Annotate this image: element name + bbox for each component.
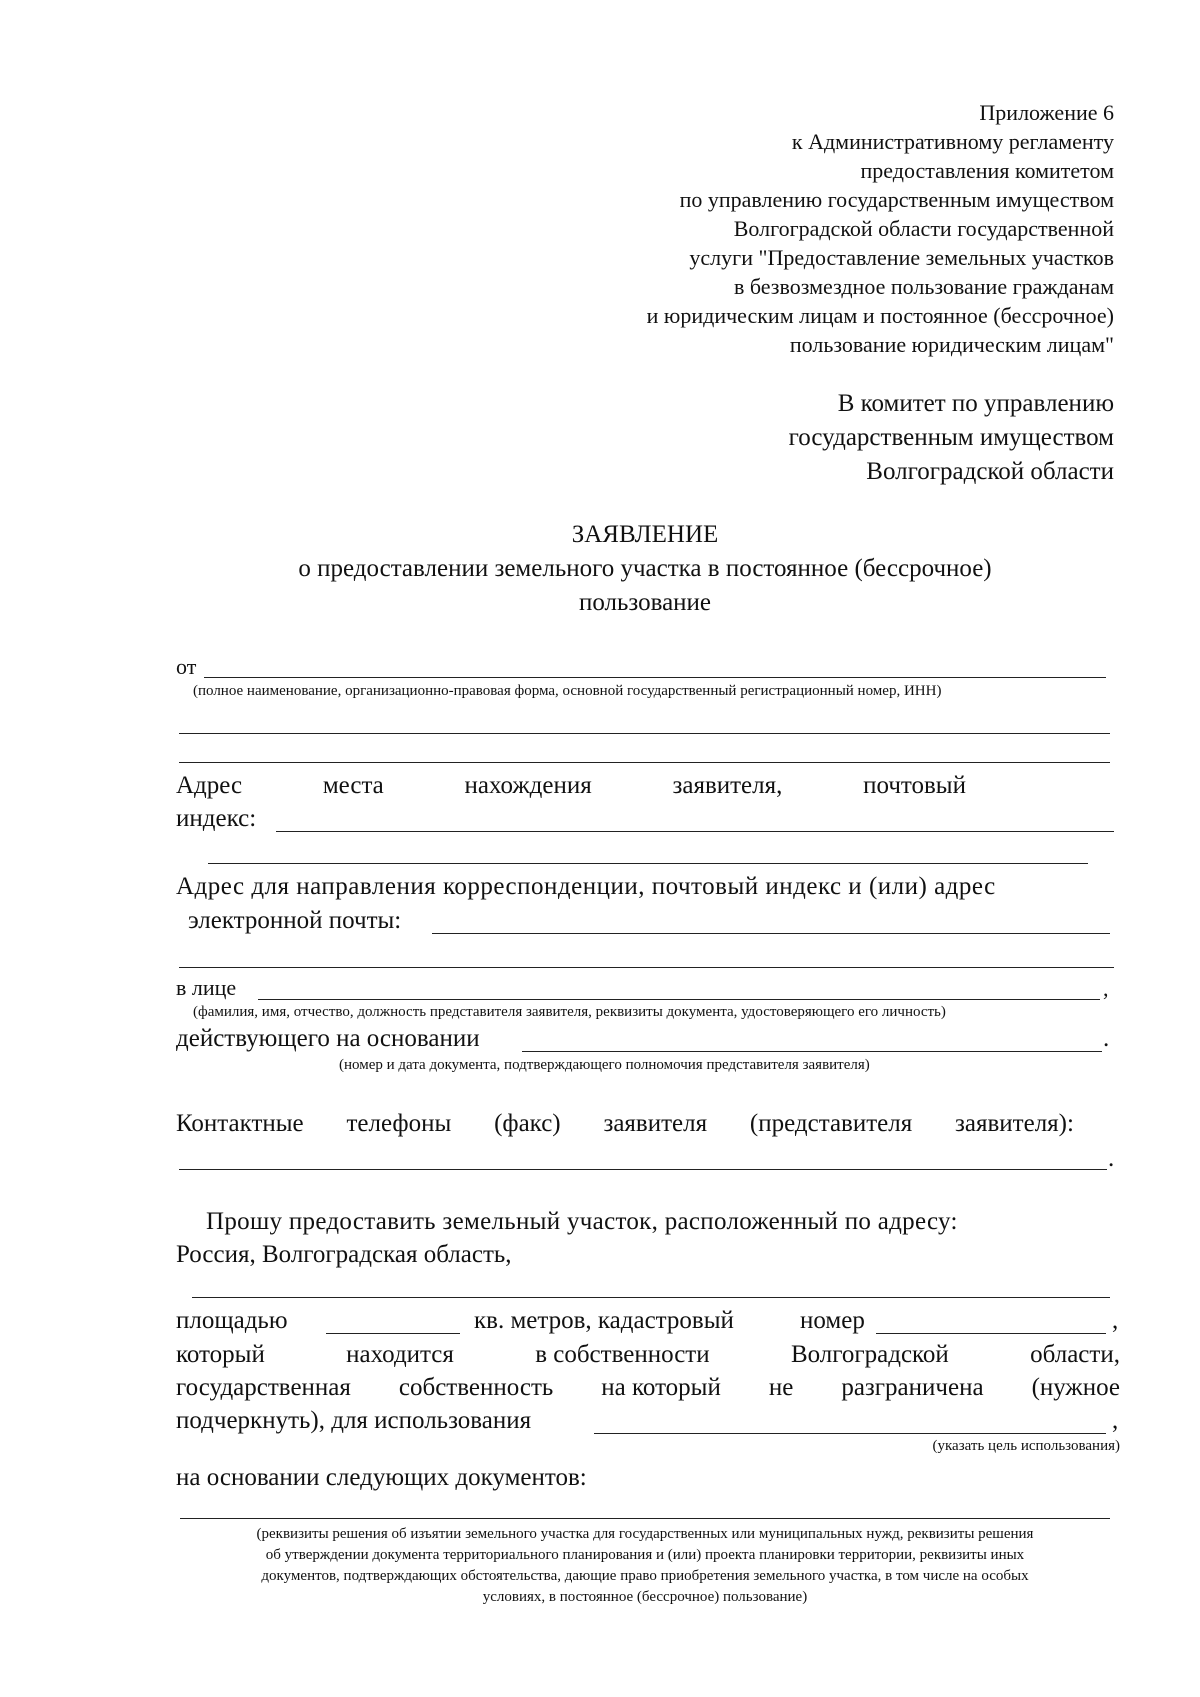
ownership-word: Волгоградской bbox=[790, 1341, 949, 1368]
basis-caption: (номер и дата документа, подтверждающего полномочия представителя заявителя) bbox=[339, 1057, 870, 1073]
address-word: Адрес bbox=[176, 772, 243, 799]
ownership-word: разграничена bbox=[841, 1374, 984, 1401]
addressee-line: В комитет по управлению bbox=[837, 390, 1114, 417]
appendix-line: в безвозмездное пользование гражданам bbox=[733, 274, 1114, 299]
appendix-line: к Административному регламенту bbox=[791, 129, 1114, 154]
basis-field-line[interactable] bbox=[522, 1051, 1102, 1052]
address-word: места bbox=[322, 772, 384, 799]
contacts-word: телефоны bbox=[346, 1110, 452, 1137]
from-label: от bbox=[176, 654, 197, 679]
address-word: почтовый bbox=[863, 772, 966, 799]
contacts-label bbox=[176, 1110, 1074, 1138]
from-field-line-2[interactable] bbox=[179, 733, 1110, 734]
contacts-word: Контактные bbox=[176, 1110, 304, 1137]
appendix-line: Волгоградской области государственной bbox=[733, 216, 1114, 241]
documents-field-line[interactable] bbox=[180, 1518, 1110, 1519]
contacts-word: заявителя bbox=[603, 1110, 708, 1137]
address-word: заявителя, bbox=[672, 772, 783, 799]
documents-label: на основании следующих документов: bbox=[176, 1464, 587, 1491]
address-location-label bbox=[176, 772, 966, 800]
appendix-line: Приложение 6 bbox=[979, 100, 1114, 125]
usage-label: подчеркнуть), для использования bbox=[176, 1407, 532, 1434]
email-label: электронной почты: bbox=[188, 907, 402, 934]
correspondence-label: Адрес для направления корреспонденции, почтовый индекс и (или) адрес bbox=[176, 873, 996, 900]
postal-index-label: индекс: bbox=[176, 805, 257, 832]
email-field-line[interactable] bbox=[432, 933, 1110, 934]
address-field-line[interactable] bbox=[276, 831, 1114, 832]
representative-caption: (фамилия, имя, отчество, должность представителя заявителя, реквизиты документа, удостоверяющего его личность) bbox=[193, 1004, 946, 1020]
ownership-word: в собственности bbox=[535, 1341, 710, 1368]
document-title: ЗАЯВЛЕНИЕ bbox=[571, 521, 719, 548]
ownership-word: государственная bbox=[176, 1374, 351, 1401]
appendix-line: и юридическим лицам и постоянное (бессрочное) bbox=[646, 303, 1114, 328]
ownership-word: (нужное bbox=[1031, 1374, 1120, 1401]
appendix-line: предоставления комитетом bbox=[860, 158, 1114, 183]
from-caption: (полное наименование, организационно-правовая форма, основной государственный регистрационный номер, ИНН) bbox=[193, 683, 942, 699]
usage-comma: , bbox=[1112, 1407, 1119, 1434]
usage-field-line[interactable] bbox=[594, 1433, 1106, 1434]
representative-label: в лице bbox=[176, 975, 237, 1000]
documents-caption: документов, подтверждающих обстоятельства, дающие право приобретения земельного участка, в том числе на особых bbox=[261, 1568, 1029, 1584]
appendix-line: пользование юридическим лицам" bbox=[789, 332, 1114, 357]
ownership-word: не bbox=[768, 1374, 794, 1401]
address-word: нахождения bbox=[464, 772, 592, 799]
ownership-word: области, bbox=[1030, 1341, 1120, 1368]
area-label: площадью bbox=[176, 1307, 288, 1334]
basis-label: действующего на основании bbox=[176, 1025, 480, 1052]
area-units: кв. метров, кадастровый bbox=[474, 1307, 734, 1334]
ownership-line-2 bbox=[176, 1374, 1120, 1402]
appendix-line: услуги "Предоставление земельных участков bbox=[689, 245, 1114, 270]
correspondence-field-line[interactable] bbox=[179, 967, 1114, 968]
ownership-word: находится bbox=[346, 1341, 454, 1368]
area-field-line[interactable] bbox=[326, 1333, 460, 1334]
usage-caption: (указать цель использования) bbox=[932, 1438, 1120, 1454]
contacts-period: . bbox=[1108, 1145, 1115, 1172]
address-field-line-2[interactable] bbox=[208, 863, 1088, 864]
documents-caption: условиях, в постоянное (бессрочное) пользование) bbox=[482, 1589, 808, 1605]
from-field-line-3[interactable] bbox=[179, 762, 1110, 763]
document-subtitle: о предоставлении земельного участка в постоянное (бессрочное) bbox=[298, 555, 992, 582]
documents-caption: об утверждении документа территориального планирования и (или) проекта планировки территории, реквизиты иных bbox=[265, 1547, 1025, 1563]
appendix-line: по управлению государственным имуществом bbox=[679, 187, 1114, 212]
contacts-word: заявителя): bbox=[955, 1110, 1074, 1137]
representative-comma: , bbox=[1103, 976, 1109, 1001]
request-text: Прошу предоставить земельный участок, расположенный по адресу: bbox=[206, 1208, 958, 1235]
ownership-word: на который bbox=[601, 1374, 721, 1401]
cadastral-number-label: номер bbox=[800, 1307, 865, 1334]
document-subtitle: пользование bbox=[578, 589, 712, 616]
area-comma: , bbox=[1112, 1307, 1119, 1334]
ownership-word: собственность bbox=[398, 1374, 554, 1401]
contacts-field-line[interactable] bbox=[179, 1169, 1107, 1170]
representative-field-line[interactable] bbox=[258, 999, 1100, 1000]
request-region: Россия, Волгоградская область, bbox=[176, 1241, 512, 1268]
addressee-line: Волгоградской области bbox=[866, 458, 1114, 485]
addressee-line: государственным имуществом bbox=[788, 424, 1114, 451]
ownership-word: который bbox=[176, 1341, 265, 1368]
plot-address-field-line[interactable] bbox=[192, 1297, 1110, 1298]
contacts-word: (факс) bbox=[494, 1110, 561, 1137]
basis-period: . bbox=[1103, 1025, 1110, 1052]
documents-caption: (реквизиты решения об изъятии земельного участка для государственных или муниципальных нужд, реквизиты решения bbox=[256, 1526, 1034, 1542]
from-field-line[interactable] bbox=[204, 677, 1106, 678]
cadastral-number-field-line[interactable] bbox=[876, 1333, 1106, 1334]
contacts-word: (представителя bbox=[749, 1110, 913, 1137]
ownership-line-1 bbox=[176, 1341, 1120, 1369]
